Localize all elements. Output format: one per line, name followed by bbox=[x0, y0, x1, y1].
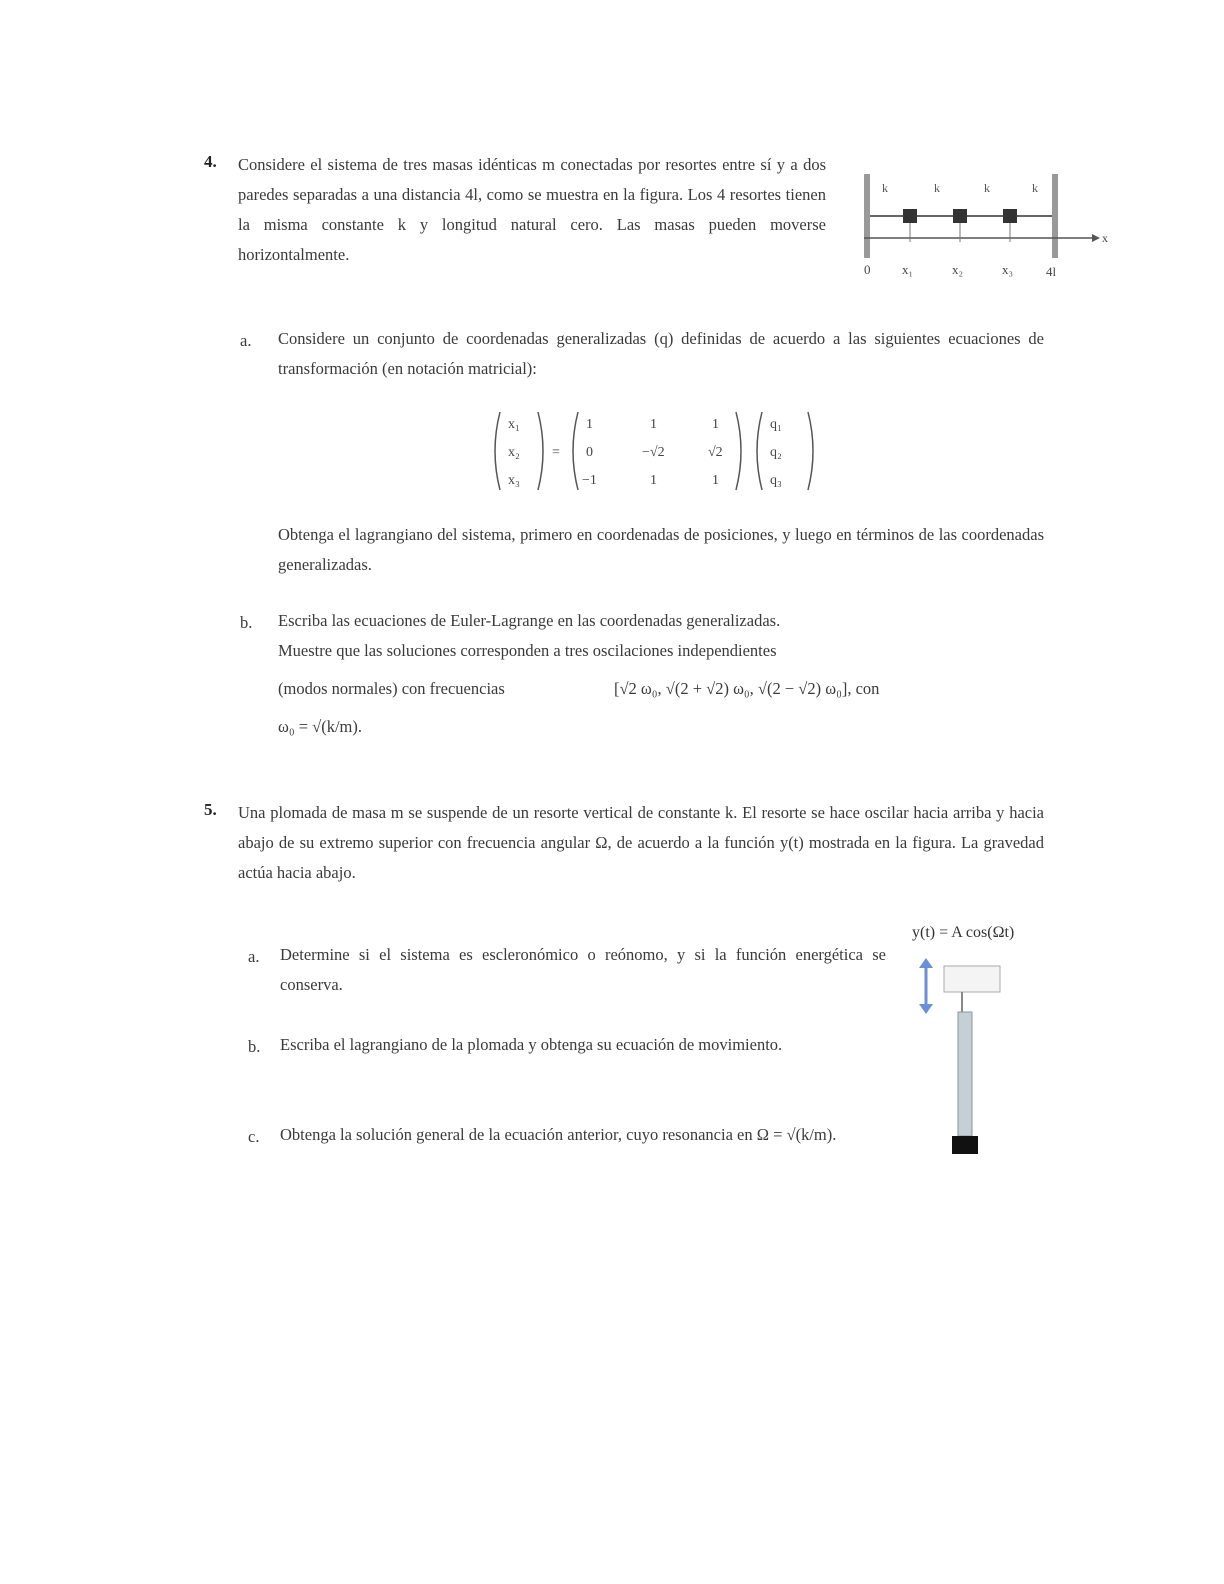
driven-spring-figure bbox=[906, 922, 1106, 1162]
problem-4a-followup: Obtenga el lagrangiano del sistema, primero en coordenadas de posiciones, y luego en términos de las coordenadas generalizadas. bbox=[278, 525, 1044, 574]
mass-3 bbox=[1003, 209, 1017, 223]
matrix-right-paren bbox=[736, 412, 741, 490]
m31: −1 bbox=[582, 473, 597, 488]
lhs-x2: x₂ bbox=[508, 445, 520, 460]
problem-4a-text: Considere un conjunto de coordenadas generalizadas (q) definidas de acuerdo a las siguientes ecuaciones de transformación (en notación matricial): bbox=[278, 329, 1044, 378]
spring-label-1: k bbox=[882, 181, 888, 195]
m22: −√2 bbox=[642, 445, 665, 460]
m21: 0 bbox=[586, 445, 593, 460]
problem-4a-label: a. bbox=[240, 331, 252, 350]
rhs-q2: q₂ bbox=[770, 445, 782, 460]
problem-4b-line1: Escriba las ecuaciones de Euler-Lagrange en las coordenadas generalizadas. bbox=[278, 611, 781, 630]
problem-5c-text: Obtenga la solución general de la ecuación anterior, cuyo resonancia en Ω = √(k/m). bbox=[280, 1125, 837, 1144]
lhs-right-paren bbox=[538, 412, 543, 490]
problem-4b-line3-prefix: (modos normales) con frecuencias bbox=[278, 679, 505, 698]
problem-5-intro: Una plomada de masa m se suspende de un resorte vertical de constante k. El resorte se hace oscilar hacia arriba y hacia abajo de su extremo superior con frecuencia angular Ω, de acuerdo a la función y(t) mostrada en la figura. La gravedad actúa hacia abajo. bbox=[238, 803, 1044, 882]
problem-4b-label: b. bbox=[240, 613, 253, 632]
rhs-left-paren bbox=[757, 412, 762, 490]
problem-5-number: 5. bbox=[204, 800, 217, 819]
problem-4b-line4: ω₀ = √(k/m). bbox=[278, 717, 363, 736]
spring-label-3: k bbox=[984, 181, 990, 195]
m33: 1 bbox=[712, 473, 719, 488]
x-label-x1: x₁ bbox=[902, 262, 914, 277]
down-arrow-icon bbox=[919, 1004, 933, 1014]
m11: 1 bbox=[586, 417, 593, 432]
lhs-x3: x₃ bbox=[508, 473, 520, 488]
left-wall bbox=[864, 174, 870, 258]
spring-label-4: k bbox=[1032, 181, 1038, 195]
lhs-left-paren bbox=[495, 412, 500, 490]
problem-4-intro: Considere el sistema de tres masas idénticas m conectadas por resortes entre sí y a dos paredes separadas a una distancia 4l, como se muestra en la figura. Los 4 resortes tienen la misma constante k y longitud natural cero. Las masas pueden moverse horizontalmente. bbox=[238, 155, 826, 264]
up-arrow-icon bbox=[919, 958, 933, 968]
x-label-x3: x₃ bbox=[1002, 262, 1014, 277]
driving-function-label: y(t) = A cos(Ωt) bbox=[912, 924, 1015, 941]
problem-4-number: 4. bbox=[204, 152, 217, 171]
transformation-matrix-equation bbox=[490, 408, 820, 494]
problem-5a-label: a. bbox=[248, 947, 260, 966]
masses-springs-figure bbox=[856, 160, 1110, 290]
problem-4b-frequencies: [√2 ω₀, √(2 + √2) ω₀, √(2 − √2) ω₀], con bbox=[614, 679, 880, 698]
m12: 1 bbox=[650, 417, 657, 432]
rhs-q3: q₃ bbox=[770, 473, 782, 488]
equals-sign: = bbox=[552, 445, 560, 460]
spring-label-2: k bbox=[934, 181, 940, 195]
x-label-x2: x₂ bbox=[952, 262, 964, 277]
x-axis-label: x bbox=[1102, 231, 1108, 245]
m13: 1 bbox=[712, 417, 719, 432]
rhs-right-paren bbox=[808, 412, 813, 490]
x-axis-arrow bbox=[1092, 234, 1100, 242]
mass-1 bbox=[903, 209, 917, 223]
problem-5a-text: Determine si el sistema es escleronómico o reónomo, y si la función energética se conserva. bbox=[280, 945, 886, 994]
spring bbox=[958, 1012, 972, 1136]
problem-5b-label: b. bbox=[248, 1037, 261, 1056]
problem-4b-line2: Muestre que las soluciones corresponden a tres oscilaciones independientes bbox=[278, 641, 777, 660]
problem-5c-label: c. bbox=[248, 1127, 260, 1146]
m32: 1 bbox=[650, 473, 657, 488]
x-label-origin: 0 bbox=[864, 262, 871, 277]
mass-2 bbox=[953, 209, 967, 223]
x-label-4l: 4l bbox=[1046, 264, 1057, 279]
support-block bbox=[944, 966, 1000, 992]
m23: √2 bbox=[708, 445, 723, 460]
rhs-q1: q₁ bbox=[770, 417, 782, 432]
lhs-x1: x₁ bbox=[508, 417, 520, 432]
bob-mass bbox=[952, 1136, 978, 1154]
problem-5b-text: Escriba el lagrangiano de la plomada y obtenga su ecuación de movimiento. bbox=[280, 1035, 783, 1054]
right-wall bbox=[1052, 174, 1058, 258]
matrix-left-paren bbox=[573, 412, 578, 490]
